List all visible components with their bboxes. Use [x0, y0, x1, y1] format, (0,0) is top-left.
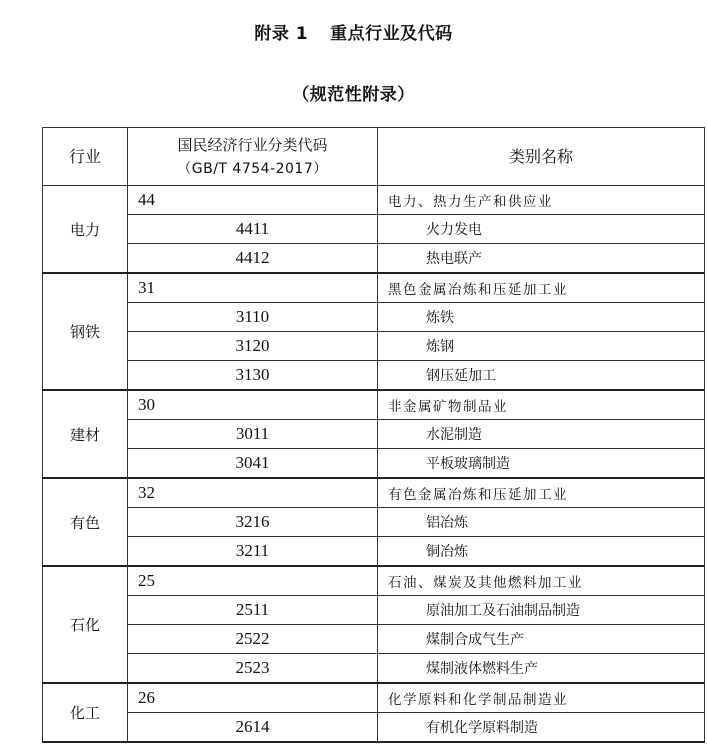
category-name-cell: 有色金属冶炼和压延加工业 — [378, 478, 705, 508]
table-row — [43, 361, 705, 391]
header-code-line1: 国民经济行业分类代码 — [177, 135, 328, 154]
category-name-cell: 黑色金属冶炼和压延加工业 — [378, 273, 705, 303]
table-row — [43, 713, 705, 743]
code-cell: 31 — [128, 273, 378, 303]
category-name-cell: 炼铁 — [378, 303, 705, 332]
code-cell: 3041 — [128, 449, 378, 479]
table-row — [43, 273, 705, 303]
category-name-cell: 有机化学原料制造 — [378, 713, 705, 743]
category-name-cell: 钢压延加工 — [378, 361, 705, 391]
code-cell: 3110 — [128, 303, 378, 332]
appendix-number: 附录 1 — [254, 24, 309, 44]
code-cell: 3011 — [128, 420, 378, 449]
industry-cell: 电力 — [43, 186, 128, 274]
code-cell: 3211 — [128, 537, 378, 567]
industry-cell: 石化 — [43, 566, 128, 683]
code-cell: 4412 — [128, 244, 378, 274]
category-name-cell: 热电联产 — [378, 244, 705, 274]
table-row — [43, 244, 705, 274]
industry-cell: 有色 — [43, 478, 128, 566]
header-category: 类别名称 — [378, 128, 705, 186]
table-row — [43, 683, 705, 713]
table-body — [43, 186, 705, 743]
category-name-cell: 电力、热力生产和供应业 — [378, 186, 705, 215]
appendix-title — [0, 19, 707, 44]
table-row — [43, 390, 705, 420]
appendix-title-text: 重点行业及代码 — [330, 24, 453, 44]
table-row — [43, 449, 705, 479]
code-cell: 3130 — [128, 361, 378, 391]
table-row — [43, 508, 705, 537]
table-row — [43, 596, 705, 625]
category-name-cell: 铜冶炼 — [378, 537, 705, 567]
code-cell: 3216 — [128, 508, 378, 537]
code-cell: 30 — [128, 390, 378, 420]
code-cell: 44 — [128, 186, 378, 215]
industry-cell: 化工 — [43, 683, 128, 742]
code-cell: 2511 — [128, 596, 378, 625]
table-row — [43, 566, 705, 596]
code-cell: 2614 — [128, 713, 378, 743]
table-row — [43, 332, 705, 361]
industry-code-table — [42, 127, 705, 743]
category-name-cell: 化学原料和化学制品制造业 — [378, 683, 705, 713]
code-cell: 26 — [128, 683, 378, 713]
table-row — [43, 478, 705, 508]
category-name-cell: 水泥制造 — [378, 420, 705, 449]
code-cell: 4411 — [128, 215, 378, 244]
appendix-subtitle: （规范性附录） — [292, 85, 415, 105]
header-code — [128, 128, 378, 186]
code-cell: 25 — [128, 566, 378, 596]
code-cell: 32 — [128, 478, 378, 508]
industry-cell: 建材 — [43, 390, 128, 478]
table-row — [43, 303, 705, 332]
header-code-line2: （GB/T 4754-2017） — [177, 160, 328, 177]
table-row — [43, 420, 705, 449]
category-name-cell: 原油加工及石油制品制造 — [378, 596, 705, 625]
code-cell: 3120 — [128, 332, 378, 361]
table-row — [43, 215, 705, 244]
category-name-cell: 煤制合成气生产 — [378, 625, 705, 654]
category-name-cell: 炼钢 — [378, 332, 705, 361]
category-name-cell: 煤制液体燃料生产 — [378, 654, 705, 684]
category-name-cell: 平板玻璃制造 — [378, 449, 705, 479]
table-row — [43, 654, 705, 684]
category-name-cell: 火力发电 — [378, 215, 705, 244]
table-row — [43, 625, 705, 654]
category-name-cell: 非金属矿物制品业 — [378, 390, 705, 420]
code-cell: 2523 — [128, 654, 378, 684]
industry-cell: 钢铁 — [43, 273, 128, 390]
category-name-cell: 铝冶炼 — [378, 508, 705, 537]
code-cell: 2522 — [128, 625, 378, 654]
table-row — [43, 537, 705, 567]
category-name-cell: 石油、煤炭及其他燃料加工业 — [378, 566, 705, 596]
table-row — [43, 186, 705, 215]
table-header-row — [43, 128, 705, 186]
header-industry: 行业 — [43, 128, 128, 186]
